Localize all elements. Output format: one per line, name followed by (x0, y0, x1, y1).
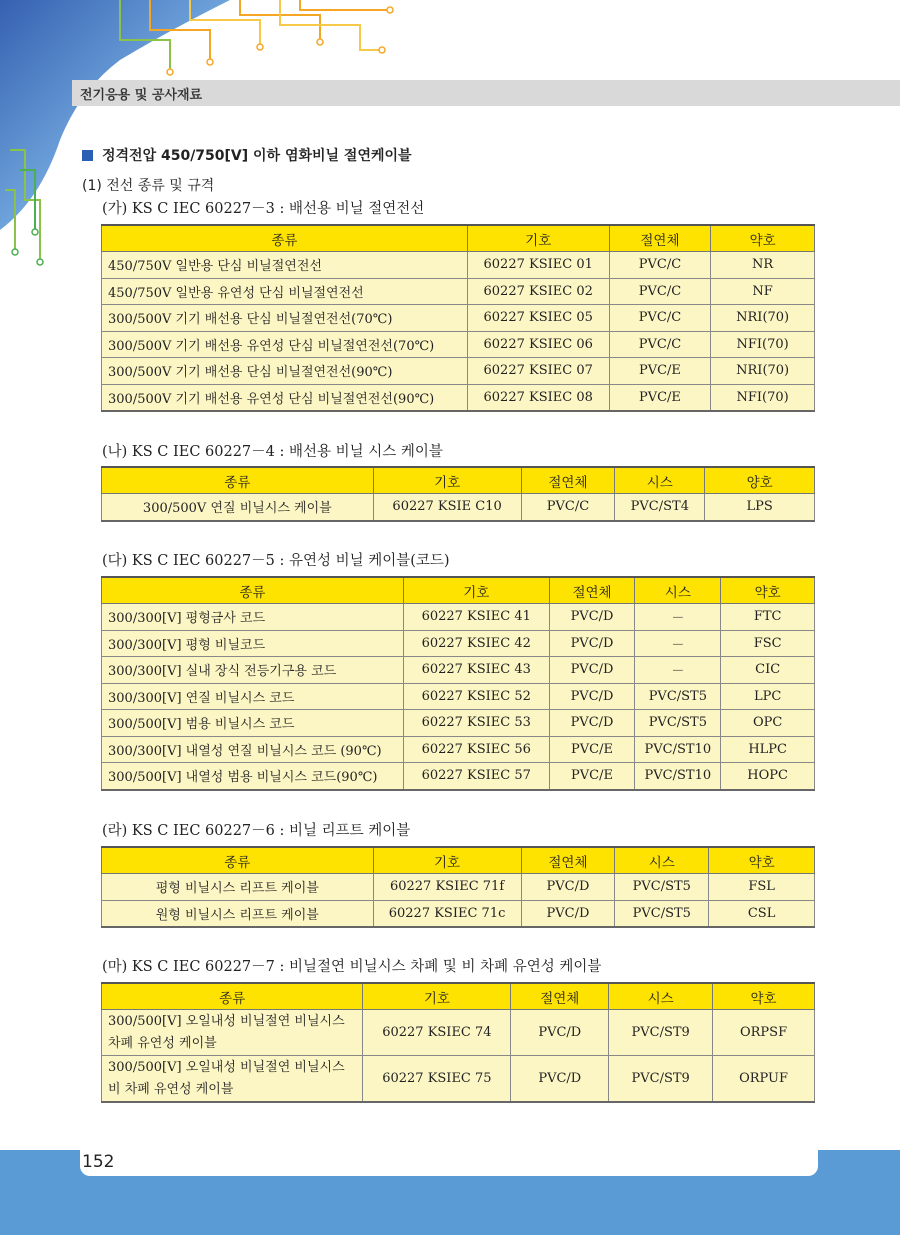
table-cell: FSL (709, 874, 815, 901)
table-cell: PVC/D (511, 1056, 609, 1103)
table-cell: 60227 KSIEC 43 (403, 657, 549, 684)
table-cell: 300/500V 기기 배선용 유연성 단심 비닐절연전선(70℃) (102, 331, 468, 358)
table-cell: PVC/C (521, 494, 615, 521)
header-cell: 절연체 (521, 847, 615, 874)
table-cell: 60227 KSIEC 52 (403, 683, 549, 710)
table-cell: 원형 비닐시스 리프트 케이블 (102, 900, 374, 927)
header-cell: 종류 (102, 847, 374, 874)
table-row (102, 874, 815, 901)
table-cell: 300/300[V] 평형금사 코드 (102, 604, 404, 631)
table-cell: PVC/ST9 (609, 1010, 713, 1056)
table-cell: PVC/D (521, 874, 615, 901)
table-cell: NRI(70) (711, 358, 815, 385)
table-cell: LPS (705, 494, 815, 521)
table-cell: FSC (721, 630, 815, 657)
header-cell: 양호 (705, 467, 815, 494)
table-cell: PVC/C (609, 305, 711, 332)
table-cell: 60227 KSIEC 05 (467, 305, 609, 332)
table-cell: PVC/D (549, 657, 635, 684)
table-cell: NFI(70) (711, 331, 815, 358)
header-cell: 종류 (102, 577, 404, 604)
table-row (102, 1056, 815, 1103)
table-cell: 300/300[V] 실내 장식 전등기구용 코드 (102, 657, 404, 684)
header-cell: 절연체 (549, 577, 635, 604)
header-cell: 기호 (373, 847, 521, 874)
table-cell: 300/500V 연질 비닐시스 케이블 (102, 494, 374, 521)
chapter-title: 전기응용 및 공사재료 (80, 88, 203, 103)
table-row (102, 331, 815, 358)
table-cell: PVC/ST4 (615, 494, 705, 521)
table-cell: 300/500[V] 범용 비닐시스 코드 (102, 710, 404, 737)
header-cell: 시스 (635, 577, 721, 604)
table-cell: 300/300[V] 평형 비닐코드 (102, 630, 404, 657)
table-row (102, 604, 815, 631)
table-cell: 300/500V 기기 배선용 단심 비닐절연전선(70℃) (102, 305, 468, 332)
table-cell: PVC/ST5 (635, 710, 721, 737)
table-cell: OPC (721, 710, 815, 737)
table-cell: PVC/ST5 (615, 900, 709, 927)
table-cell: PVC/D (549, 604, 635, 631)
header-cell: 약호 (721, 577, 815, 604)
table-row (102, 683, 815, 710)
section-title-text: 정격전압 450/750[V] 이하 염화비닐 절연케이블 (102, 148, 412, 164)
table-cell: 450/750V 일반용 단심 비닐절연전선 (102, 252, 468, 279)
table-cell: PVC/C (609, 278, 711, 305)
table-cell: 60227 KSIEC 71f (373, 874, 521, 901)
table-cell: NFI(70) (711, 384, 815, 411)
table-ma (101, 982, 815, 1103)
table-cell: PVC/ST10 (635, 763, 721, 790)
table-cell: LPC (721, 683, 815, 710)
table-caption-na: (나) KS C IEC 60227－4 : 배선용 비닐 시스 케이블 (102, 444, 443, 460)
table-cell: 300/500[V] 오일내성 비닐절연 비닐시스 차폐 유연성 케이블 (102, 1010, 363, 1056)
table-na (101, 466, 815, 522)
table-caption-ma: (마) KS C IEC 60227－7 : 비닐절연 비닐시스 차폐 및 비 차폐 유연성 케이블 (102, 959, 602, 975)
table-cell: NR (711, 252, 815, 279)
table-cell: HOPC (721, 763, 815, 790)
table-row (102, 305, 815, 332)
table-cell: 60227 KSIEC 71c (373, 900, 521, 927)
header-cell: 기호 (373, 467, 521, 494)
table-header-row (102, 847, 815, 874)
table-cell: 300/300[V] 내열성 연질 비닐시스 코드 (90℃) (102, 736, 404, 763)
table-cell: PVC/ST10 (635, 736, 721, 763)
header-cell: 기호 (403, 577, 549, 604)
table-cell: NRI(70) (711, 305, 815, 332)
table-row (102, 278, 815, 305)
header-cell: 절연체 (521, 467, 615, 494)
table-row (102, 630, 815, 657)
section-title (82, 145, 412, 165)
table-cell: PVC/D (549, 683, 635, 710)
table-cell: 60227 KSIEC 07 (467, 358, 609, 385)
table-cell: PVC/D (549, 710, 635, 737)
header-cell: 약호 (711, 225, 815, 252)
table-header-row (102, 983, 815, 1010)
table-cell: 60227 KSIEC 02 (467, 278, 609, 305)
header-cell: 종류 (102, 467, 374, 494)
table-caption-ga: (가) KS C IEC 60227－3 : 배선용 비닐 절연전선 (102, 201, 425, 217)
table-cell: 300/500[V] 내열성 범용 비닐시스 코드(90℃) (102, 763, 404, 790)
page-number: 152 (82, 1152, 115, 1172)
table-cell: 60227 KSIEC 41 (403, 604, 549, 631)
table-da (101, 576, 815, 791)
header-cell: 기호 (467, 225, 609, 252)
table-cell: PVC/D (511, 1010, 609, 1056)
header-cell: 시스 (609, 983, 713, 1010)
table-cell: 60227 KSIEC 75 (363, 1056, 511, 1103)
table-cell: PVC/E (609, 358, 711, 385)
table-cell: PVC/E (609, 384, 711, 411)
table-cell: 60227 KSIEC 42 (403, 630, 549, 657)
table-cell: 450/750V 일반용 유연성 단심 비닐절연전선 (102, 278, 468, 305)
table-cell: 300/500V 기기 배선용 단심 비닐절연전선(90℃) (102, 358, 468, 385)
table-cell: PVC/ST5 (615, 874, 709, 901)
table-cell: PVC/D (549, 630, 635, 657)
table-caption-ra: (라) KS C IEC 60227－6 : 비닐 리프트 케이블 (102, 823, 411, 839)
table-row (102, 657, 815, 684)
subsection-title: (1) 전선 종류 및 규격 (82, 178, 215, 194)
table-cell: 300/500[V] 오일내성 비닐절연 비닐시스 비 차폐 유연성 케이블 (102, 1056, 363, 1103)
header-cell: 절연체 (609, 225, 711, 252)
table-row (102, 384, 815, 411)
table-cell: － (635, 630, 721, 657)
table-cell: 60227 KSIEC 74 (363, 1010, 511, 1056)
table-cell: PVC/ST9 (609, 1056, 713, 1103)
table-row (102, 358, 815, 385)
table-cell: 60227 KSIE C10 (373, 494, 521, 521)
table-caption-da: (다) KS C IEC 60227－5 : 유연성 비닐 케이블(코드) (102, 553, 450, 569)
table-cell: 60227 KSIEC 01 (467, 252, 609, 279)
table-cell: 60227 KSIEC 56 (403, 736, 549, 763)
table-row (102, 252, 815, 279)
table-row (102, 710, 815, 737)
table-cell: 60227 KSIEC 08 (467, 384, 609, 411)
table-cell: 60227 KSIEC 53 (403, 710, 549, 737)
header-cell: 절연체 (511, 983, 609, 1010)
table-cell: PVC/C (609, 331, 711, 358)
header-cell: 기호 (363, 983, 511, 1010)
table-cell: PVC/ST5 (635, 683, 721, 710)
table-row (102, 494, 815, 521)
table-cell: ORPSF (713, 1010, 815, 1056)
header-cell: 시스 (615, 467, 705, 494)
header-cell: 종류 (102, 225, 468, 252)
table-cell: CIC (721, 657, 815, 684)
header-cell: 약호 (709, 847, 815, 874)
table-ga (101, 224, 815, 412)
table-cell: － (635, 604, 721, 631)
header-cell: 약호 (713, 983, 815, 1010)
table-header-row (102, 467, 815, 494)
table-cell: PVC/C (609, 252, 711, 279)
table-row (102, 900, 815, 927)
table-cell: PVC/E (549, 736, 635, 763)
square-bullet-icon (82, 150, 93, 161)
table-header-row (102, 577, 815, 604)
table-cell: HLPC (721, 736, 815, 763)
table-cell: 평형 비닐시스 리프트 케이블 (102, 874, 374, 901)
table-cell: PVC/E (549, 763, 635, 790)
table-cell: 300/500V 기기 배선용 유연성 단심 비닐절연전선(90℃) (102, 384, 468, 411)
table-ra (101, 846, 815, 928)
table-cell: 300/300[V] 연질 비닐시스 코드 (102, 683, 404, 710)
table-row (102, 1010, 815, 1056)
footer-tab (80, 1150, 818, 1176)
table-row (102, 763, 815, 790)
table-row (102, 736, 815, 763)
table-header-row (102, 225, 815, 252)
table-cell: NF (711, 278, 815, 305)
table-cell: PVC/D (521, 900, 615, 927)
header-cell: 시스 (615, 847, 709, 874)
table-cell: － (635, 657, 721, 684)
table-cell: ORPUF (713, 1056, 815, 1103)
header-cell: 종류 (102, 983, 363, 1010)
table-cell: FTC (721, 604, 815, 631)
table-cell: 60227 KSIEC 57 (403, 763, 549, 790)
table-cell: CSL (709, 900, 815, 927)
table-cell: 60227 KSIEC 06 (467, 331, 609, 358)
